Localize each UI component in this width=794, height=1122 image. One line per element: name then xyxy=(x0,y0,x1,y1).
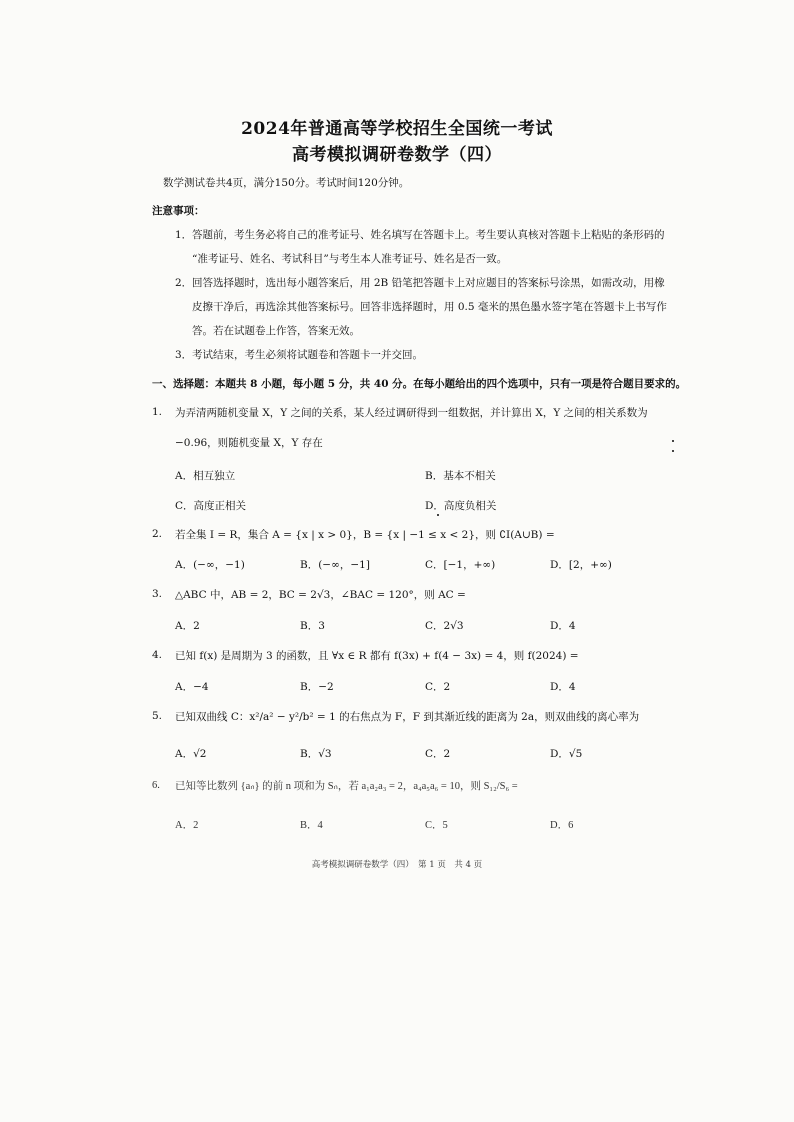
question-2-option-a: A．(−∞，−1) xyxy=(175,559,245,571)
question-6-stem: 已知等比数列 {aₙ} 的前 n 项和为 Sₙ，若 a₁a₂a₃ = 2，a₄a₅a₆ = 10，则 S₁₂/S₆ = xyxy=(175,781,518,792)
question-4-option-a: A．−4 xyxy=(175,681,209,693)
question-5-stem: 已知双曲线 C：x²/a² − y²/b² = 1 的右焦点为 F，F 到其渐近线的距离为 2a，则双曲线的离心率为 xyxy=(175,711,640,723)
question-1-option-a: A．相互独立 xyxy=(175,470,236,482)
question-4-number: 4. xyxy=(152,649,163,661)
question-5-option-b: B．√3 xyxy=(300,748,332,760)
scan-speck xyxy=(672,440,674,442)
question-6-option-d: D．6 xyxy=(550,820,574,831)
question-4-option-c: C．2 xyxy=(425,681,451,693)
notice-item-2-line-3: 答。若在试题卷上作答，答案无效。 xyxy=(192,325,360,337)
question-5-option-c: C．2 xyxy=(425,748,451,760)
question-2-stem: 若全集 I = R，集合 A = {x | x > 0}，B = {x | −1 ≤ x < 2}，则 ∁I(A∪B) = xyxy=(175,529,555,541)
question-3-option-d: D．4 xyxy=(550,620,576,632)
question-3-option-c: C．2√3 xyxy=(425,620,464,632)
notice-item-3-line-1: 考试结束，考生必须将试题卷和答题卡一并交回。 xyxy=(192,349,423,361)
exam-title: 2024年普通高等学校招生全国统一考试 xyxy=(241,119,553,139)
exam-intro: 数学测试卷共4页，满分150分。考试时间120分钟。 xyxy=(163,177,410,189)
notice-item-2-line-2: 皮擦干净后，再选涂其他答案标号。回答非选择题时，用 0.5 毫米的黑色墨水签字笔在答题卡上书写作 xyxy=(192,301,667,313)
scan-speck xyxy=(437,514,439,516)
question-2-number: 2. xyxy=(152,528,163,540)
question-4-option-b: B．−2 xyxy=(300,681,334,693)
question-1-number: 1. xyxy=(152,406,163,418)
question-5-option-d: D．√5 xyxy=(550,748,583,760)
notice-heading: 注意事项： xyxy=(152,205,205,217)
question-1-option-d: D．高度负相关 xyxy=(425,500,497,512)
question-6-option-b: B．4 xyxy=(300,820,323,831)
question-3-number: 3. xyxy=(152,588,163,600)
notice-item-1-line-2: “准考证号、姓名、考试科目”与考生本人准考证号、姓名是否一致。 xyxy=(192,253,508,265)
section-heading: 一、选择题：本题共 8 小题，每小题 5 分，共 40 分。在每小题给出的四个选项中，只有一项是符合题目要求的。 xyxy=(152,378,687,390)
question-2-option-d: D．[2，+∞) xyxy=(550,559,612,571)
notice-item-1-line-1: 答题前，考生务必将自己的准考证号、姓名填写在答题卡上。考生要认真核对答题卡上粘贴的条形码的 xyxy=(192,229,665,241)
notice-item-1-num: 1． xyxy=(175,229,193,241)
question-6-option-a: A．2 xyxy=(175,820,199,831)
question-1-stem-line-1: 为弄清两随机变量 X，Y 之间的关系，某人经过调研得到一组数据，并计算出 X，Y 之间的相关系数为 xyxy=(175,407,648,419)
question-5-number: 5. xyxy=(152,710,163,722)
question-4-stem: 已知 f(x) 是周期为 3 的函数，且 ∀x ∈ R 都有 f(3x) + f(4 − 3x) = 4，则 f(2024) = xyxy=(175,650,579,662)
question-1-stem-line-2: −0.96，则随机变量 X，Y 存在 xyxy=(175,437,323,449)
question-5-option-a: A．√2 xyxy=(175,748,207,760)
question-1-option-b: B．基本不相关 xyxy=(425,470,496,482)
exam-subtitle: 高考模拟调研卷数学（四） xyxy=(292,145,502,165)
scan-speck xyxy=(672,450,674,452)
question-3-stem: △ABC 中，AB = 2，BC = 2√3，∠BAC = 120°，则 AC = xyxy=(175,589,466,601)
question-1-option-c: C．高度正相关 xyxy=(175,500,247,512)
notice-item-2-num: 2． xyxy=(175,277,193,289)
question-2-option-b: B．(−∞，−1] xyxy=(300,559,370,571)
question-6-option-c: C．5 xyxy=(425,820,448,831)
page-footer: 高考模拟调研卷数学（四） 第 1 页 共 4 页 xyxy=(311,860,483,870)
question-2-option-c: C．[−1，+∞) xyxy=(425,559,496,571)
question-3-option-a: A．2 xyxy=(175,620,200,632)
notice-item-3-num: 3． xyxy=(175,349,193,361)
question-6-number: 6. xyxy=(152,780,160,791)
question-4-option-d: D．4 xyxy=(550,681,576,693)
question-3-option-b: B．3 xyxy=(300,620,325,632)
notice-item-2-line-1: 回答选择题时，选出每小题答案后，用 2B 铅笔把答题卡上对应题目的答案标号涂黑，如需改动，用橡 xyxy=(192,277,665,289)
